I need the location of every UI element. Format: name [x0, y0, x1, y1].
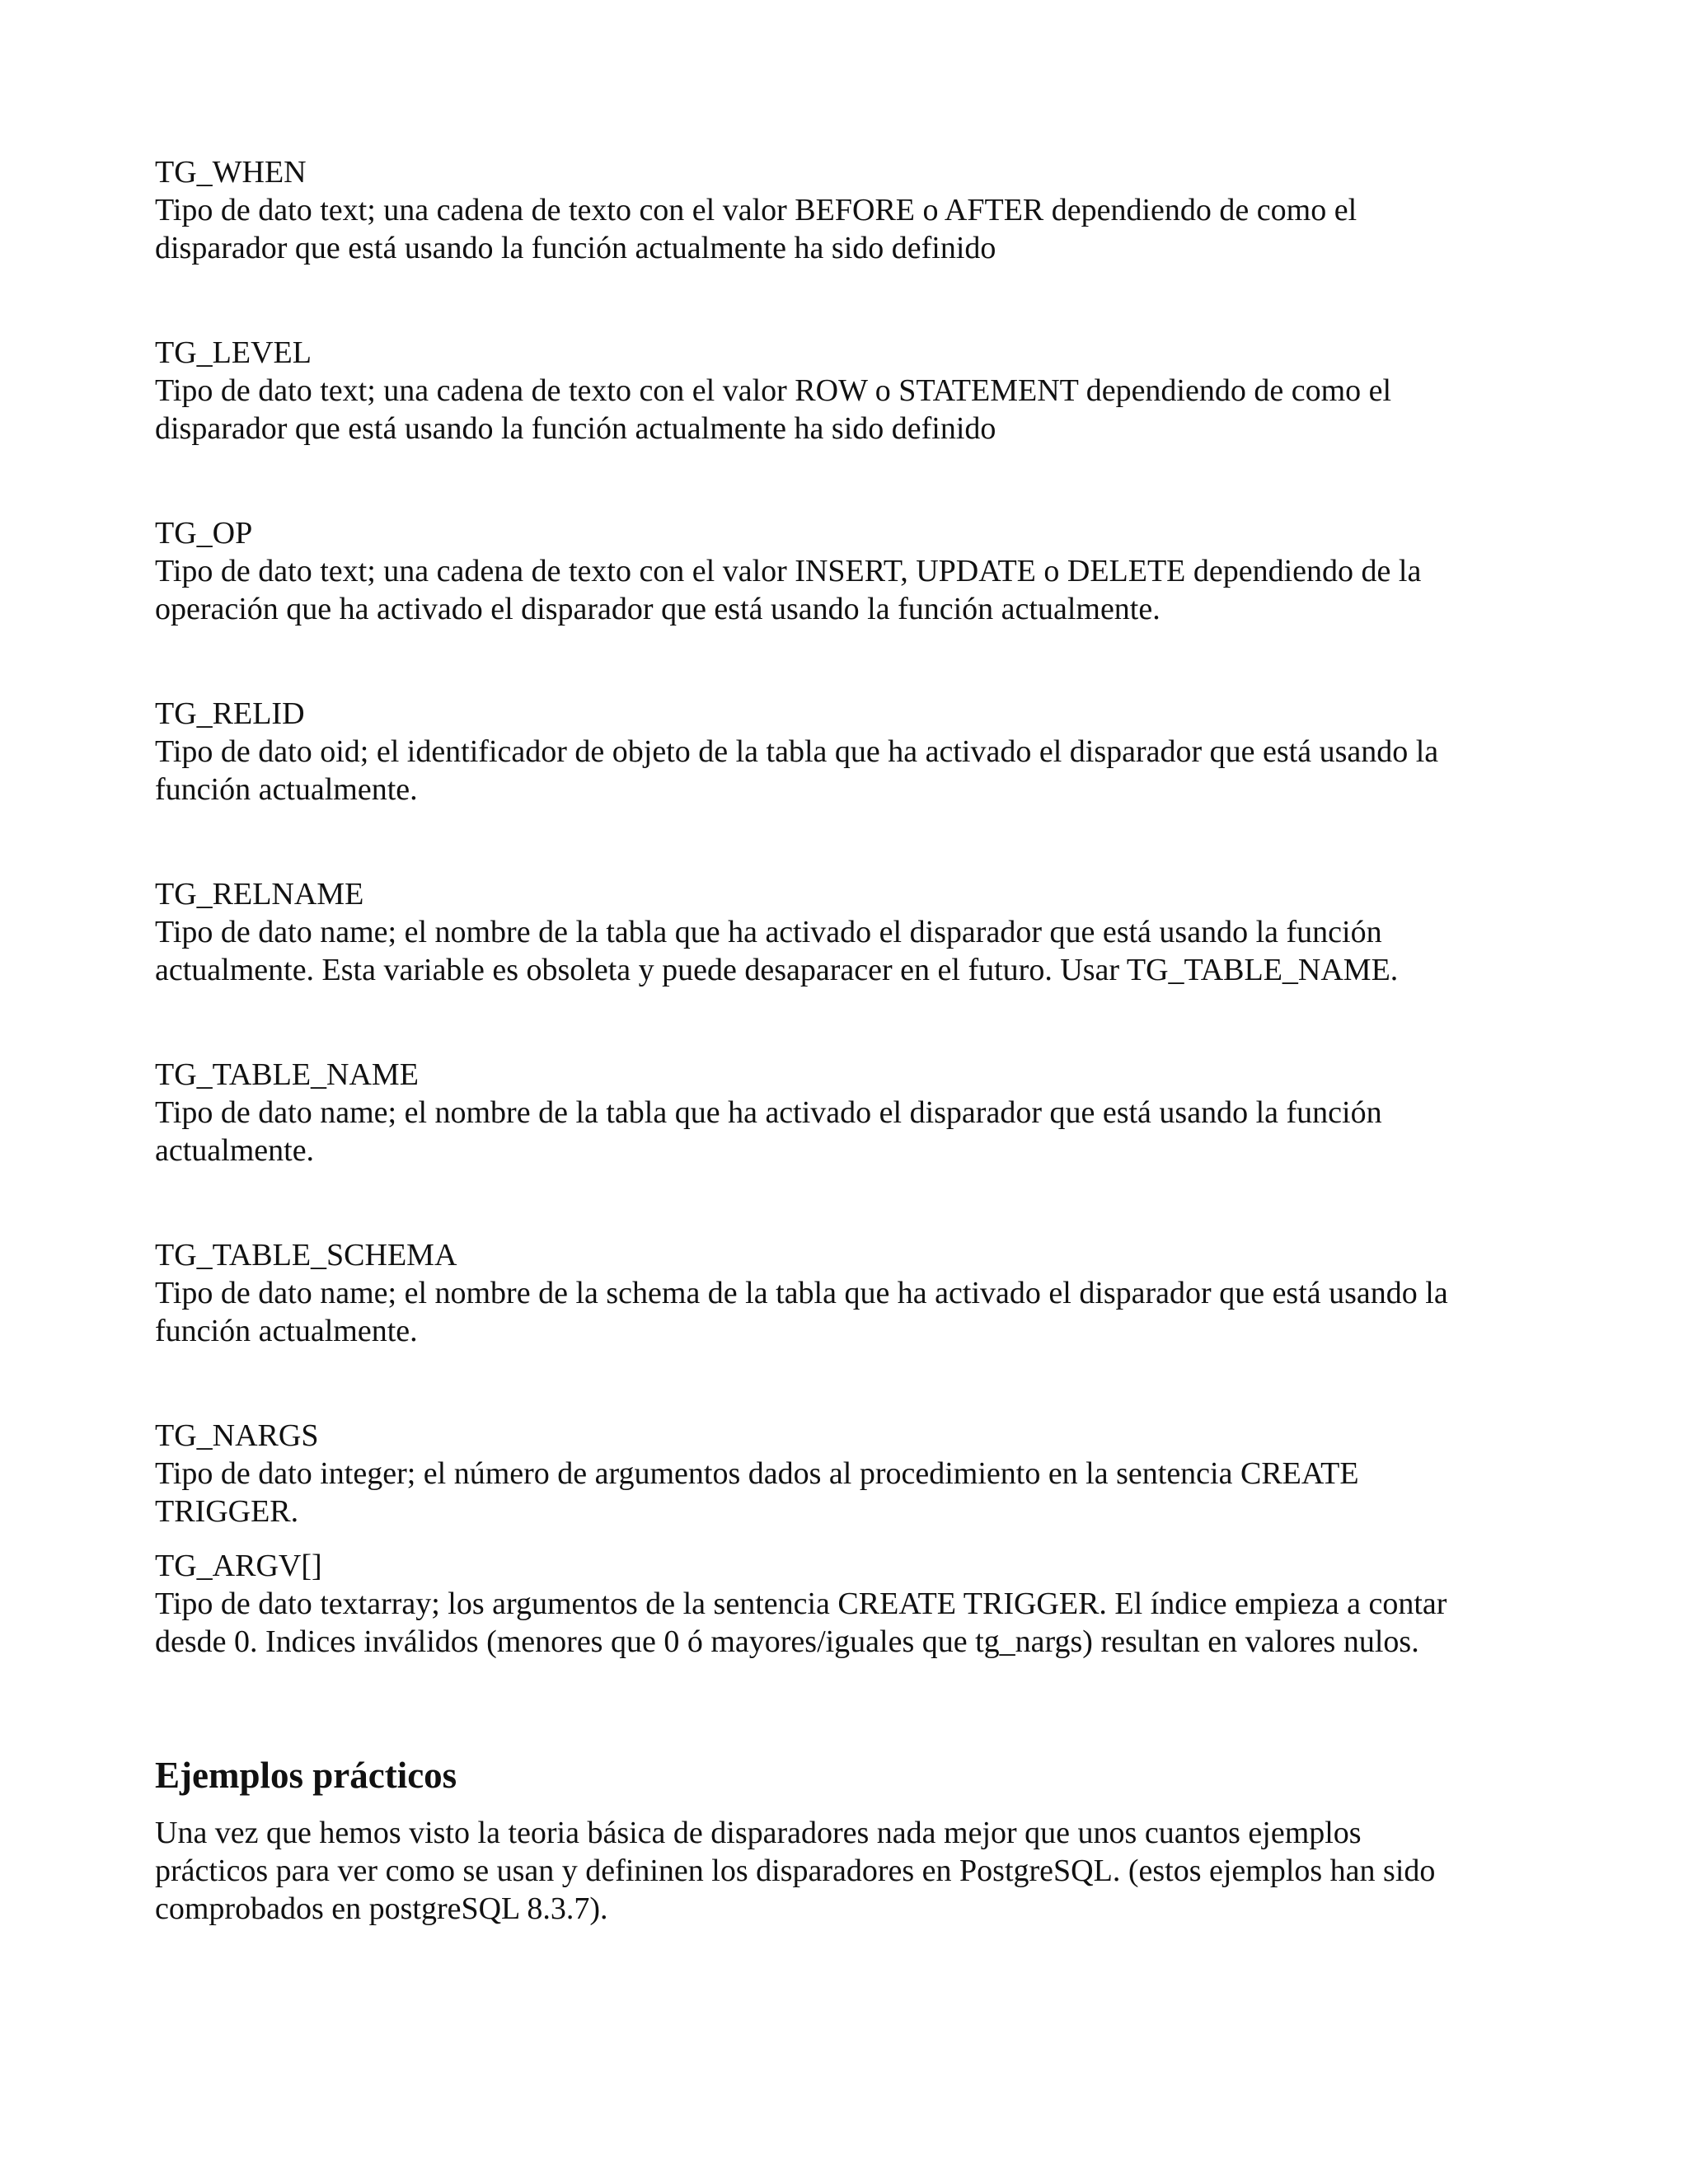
section-heading: Ejemplos prácticos	[155, 1755, 457, 1796]
entry-description-line: Tipo de dato text; una cadena de texto con el valor ROW o STATEMENT dependiendo de como el	[155, 373, 1392, 408]
paragraph-line: prácticos para ver como se usan y defininen los disparadores en PostgreSQL. (estos ejemplos han sido	[155, 1854, 1436, 1888]
entry-tg-table-name	[155, 1056, 1548, 1169]
section-paragraph	[155, 1814, 1548, 1928]
entry-term: TG_RELID	[155, 696, 305, 731]
entry-term: TG_WHEN	[155, 155, 307, 190]
entry-description-line: desde 0. Indices inválidos (menores que 0 ó mayores/iguales que tg_nargs) resultan en valores nulos.	[155, 1624, 1419, 1659]
entry-term: TG_RELNAME	[155, 877, 364, 912]
entry-description-line: Tipo de dato textarray; los argumentos de la sentencia CREATE TRIGGER. El índice empieza a contar	[155, 1586, 1447, 1621]
entry-tg-table-schema	[155, 1236, 1548, 1350]
entry-description-line: actualmente. Esta variable es obsoleta y puede desaparacer en el futuro. Usar TG_TABLE_NAME.	[155, 953, 1399, 987]
entry-description-line: disparador que está usando la función actualmente ha sido definido	[155, 411, 996, 446]
entry-description-line: disparador que está usando la función actualmente ha sido definido	[155, 231, 996, 265]
entry-description-line: Tipo de dato name; el nombre de la tabla que ha activado el disparador que está usando la función	[155, 1095, 1382, 1130]
entry-description-line: actualmente.	[155, 1133, 315, 1168]
entry-tg-argv	[155, 1547, 1548, 1661]
entry-term: TG_NARGS	[155, 1418, 319, 1453]
paragraph-line: comprobados en postgreSQL 8.3.7).	[155, 1891, 608, 1926]
entry-term: TG_TABLE_SCHEMA	[155, 1238, 457, 1272]
entry-description-line: Tipo de dato name; el nombre de la tabla que ha activado el disparador que está usando la función	[155, 915, 1382, 949]
paragraph-line: Una vez que hemos visto la teoria básica de disparadores nada mejor que unos cuantos ejemplos	[155, 1816, 1362, 1850]
entry-tg-nargs	[155, 1417, 1548, 1530]
entry-description-line: operación que ha activado el disparador que está usando la función actualmente.	[155, 592, 1160, 626]
entry-tg-when	[155, 153, 1548, 267]
entry-description-line: Tipo de dato integer; el número de argumentos dados al procedimiento en la sentencia CREATE	[155, 1456, 1359, 1491]
entry-tg-relname	[155, 875, 1548, 989]
entry-tg-level	[155, 334, 1548, 448]
entry-term: TG_ARGV[]	[155, 1549, 322, 1583]
entry-description-line: Tipo de dato oid; el identificador de objeto de la tabla que ha activado el disparador que está usando la	[155, 734, 1439, 769]
entry-description-line: Tipo de dato text; una cadena de texto con el valor INSERT, UPDATE o DELETE dependiendo de la	[155, 554, 1422, 588]
entry-tg-relid	[155, 695, 1548, 808]
entry-term: TG_OP	[155, 516, 253, 551]
document-page	[155, 153, 1548, 1928]
entry-description-line: función actualmente.	[155, 772, 418, 807]
entry-description-line: función actualmente.	[155, 1314, 418, 1348]
entry-term: TG_LEVEL	[155, 335, 312, 370]
entry-term: TG_TABLE_NAME	[155, 1057, 419, 1092]
entry-description-line: Tipo de dato name; el nombre de la schema de la tabla que ha activado el disparador que está usando la	[155, 1276, 1448, 1310]
entry-description-line: Tipo de dato text; una cadena de texto con el valor BEFORE o AFTER dependiendo de como el	[155, 193, 1357, 227]
entry-tg-op	[155, 514, 1548, 628]
entry-description-line: TRIGGER.	[155, 1494, 299, 1529]
